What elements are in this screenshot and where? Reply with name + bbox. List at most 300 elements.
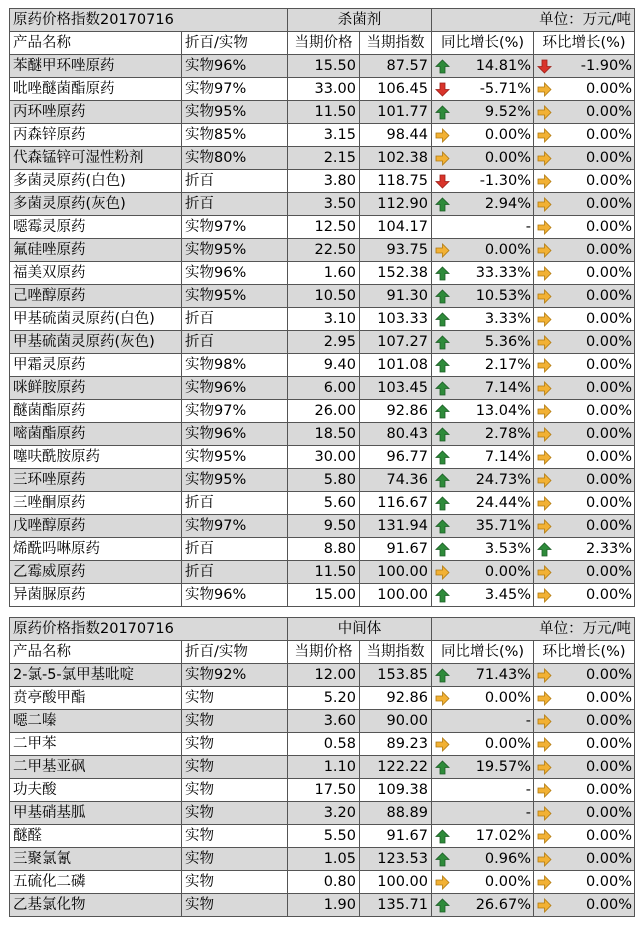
current-price: 11.50 xyxy=(288,561,360,584)
product-name: 甲基硫菌灵原药(灰色) xyxy=(10,331,182,354)
yoy-cell xyxy=(432,78,534,101)
current-price: 6.00 xyxy=(288,377,360,400)
mom-value: 0.00% xyxy=(585,357,633,373)
yoy-value: 0.00% xyxy=(484,736,531,752)
yoy-cell xyxy=(432,802,534,825)
current-index: 92.86 xyxy=(360,687,432,710)
right-arrow-icon xyxy=(537,312,552,327)
yoy-value: - xyxy=(525,782,531,798)
product-spec: 折百 xyxy=(182,308,288,331)
yoy-cell xyxy=(432,664,534,687)
up-arrow-icon xyxy=(435,427,450,442)
right-arrow-icon xyxy=(537,82,552,97)
product-name: 贲亭酸甲酯 xyxy=(10,687,182,710)
table-row xyxy=(10,331,635,354)
yoy-value: 2.17% xyxy=(484,357,531,373)
right-arrow-icon xyxy=(537,427,552,442)
table-row xyxy=(10,584,635,607)
product-name: 丙环唑原药 xyxy=(10,101,182,124)
mom-value: 0.00% xyxy=(585,472,633,488)
current-index: 91.67 xyxy=(360,825,432,848)
yoy-cell xyxy=(432,193,534,216)
right-arrow-icon xyxy=(537,404,552,419)
mom-value: 0.00% xyxy=(585,426,633,442)
current-index: 103.33 xyxy=(360,308,432,331)
section-title-row xyxy=(10,9,635,32)
right-arrow-icon xyxy=(537,783,552,798)
product-name: 五硫化二磷 xyxy=(10,871,182,894)
up-arrow-icon xyxy=(435,496,450,511)
yoy-value: 5.36% xyxy=(484,334,531,350)
product-spec: 实物97% xyxy=(182,515,288,538)
product-name: 戊唑醇原药 xyxy=(10,515,182,538)
yoy-value: 33.33% xyxy=(475,265,531,281)
product-name: 甲霜灵原药 xyxy=(10,354,182,377)
right-arrow-icon xyxy=(435,875,450,890)
yoy-value: 35.71% xyxy=(475,518,531,534)
product-name: 代森锰锌可湿性粉剂 xyxy=(10,147,182,170)
mom-value: 0.00% xyxy=(585,81,633,97)
mom-cell xyxy=(534,756,635,779)
yoy-cell xyxy=(432,55,534,78)
right-arrow-icon xyxy=(537,588,552,603)
current-index: 101.08 xyxy=(360,354,432,377)
table-row xyxy=(10,561,635,584)
table-row xyxy=(10,687,635,710)
product-spec: 实物 xyxy=(182,894,288,917)
current-index: 109.38 xyxy=(360,779,432,802)
column-header: 当期指数 xyxy=(360,641,432,664)
product-name: 己唑醇原药 xyxy=(10,285,182,308)
product-spec: 实物80% xyxy=(182,147,288,170)
current-index: 91.30 xyxy=(360,285,432,308)
yoy-value: 0.00% xyxy=(484,150,531,166)
down-arrow-icon xyxy=(435,82,450,97)
product-name: 甲基硝基胍 xyxy=(10,802,182,825)
table-row xyxy=(10,147,635,170)
mom-cell xyxy=(534,584,635,607)
yoy-cell xyxy=(432,124,534,147)
product-spec: 实物 xyxy=(182,756,288,779)
yoy-value: 10.53% xyxy=(475,288,531,304)
current-price: 3.10 xyxy=(288,308,360,331)
yoy-value: 24.44% xyxy=(475,495,531,511)
product-name: 咪鲜胺原药 xyxy=(10,377,182,400)
mom-cell xyxy=(534,193,635,216)
column-header: 当期价格 xyxy=(288,32,360,55)
mom-cell xyxy=(534,687,635,710)
column-header: 产品名称 xyxy=(10,641,182,664)
yoy-value: 0.00% xyxy=(484,242,531,258)
current-index: 104.17 xyxy=(360,216,432,239)
price-table xyxy=(9,617,635,917)
up-arrow-icon xyxy=(435,59,450,74)
current-price: 5.80 xyxy=(288,469,360,492)
current-price: 17.50 xyxy=(288,779,360,802)
right-arrow-icon xyxy=(537,174,552,189)
table-row xyxy=(10,308,635,331)
yoy-value: 13.04% xyxy=(475,403,531,419)
right-arrow-icon xyxy=(435,128,450,143)
yoy-value: 17.02% xyxy=(475,828,531,844)
product-spec: 实物95% xyxy=(182,469,288,492)
mom-cell xyxy=(534,848,635,871)
product-spec: 实物96% xyxy=(182,584,288,607)
mom-cell xyxy=(534,423,635,446)
yoy-cell xyxy=(432,687,534,710)
current-price: 5.20 xyxy=(288,687,360,710)
mom-value: -1.90% xyxy=(580,58,633,74)
product-spec: 实物95% xyxy=(182,285,288,308)
current-index: 80.43 xyxy=(360,423,432,446)
mom-value: 0.00% xyxy=(585,851,633,867)
table-row xyxy=(10,779,635,802)
mom-cell xyxy=(534,825,635,848)
right-arrow-icon xyxy=(537,358,552,373)
table-row xyxy=(10,894,635,917)
mom-cell xyxy=(534,469,635,492)
current-price: 3.20 xyxy=(288,802,360,825)
table-row xyxy=(10,538,635,561)
right-arrow-icon xyxy=(537,806,552,821)
table-row xyxy=(10,285,635,308)
right-arrow-icon xyxy=(537,128,552,143)
table-row xyxy=(10,848,635,871)
table-row xyxy=(10,825,635,848)
mom-value: 0.00% xyxy=(585,127,633,143)
mom-cell xyxy=(534,55,635,78)
yoy-value: 7.14% xyxy=(484,449,531,465)
current-index: 122.22 xyxy=(360,756,432,779)
product-name: 福美双原药 xyxy=(10,262,182,285)
yoy-cell xyxy=(432,331,534,354)
current-price: 1.10 xyxy=(288,756,360,779)
yoy-cell xyxy=(432,354,534,377)
right-arrow-icon xyxy=(435,691,450,706)
yoy-value: 19.57% xyxy=(475,759,531,775)
mom-value: 2.33% xyxy=(585,541,633,557)
yoy-value: 0.00% xyxy=(484,874,531,890)
mom-cell xyxy=(534,515,635,538)
mom-cell xyxy=(534,538,635,561)
product-name: 吡唑醚菌酯原药 xyxy=(10,78,182,101)
yoy-cell xyxy=(432,377,534,400)
right-arrow-icon xyxy=(537,714,552,729)
mom-cell xyxy=(534,779,635,802)
column-header: 同比增长(%) xyxy=(432,641,534,664)
right-arrow-icon xyxy=(537,105,552,120)
mom-cell xyxy=(534,101,635,124)
yoy-cell xyxy=(432,515,534,538)
current-index: 116.67 xyxy=(360,492,432,515)
current-index: 153.85 xyxy=(360,664,432,687)
yoy-cell xyxy=(432,239,534,262)
mom-cell xyxy=(534,216,635,239)
mom-cell xyxy=(534,262,635,285)
right-arrow-icon xyxy=(537,875,552,890)
table-row xyxy=(10,664,635,687)
mom-cell xyxy=(534,664,635,687)
product-spec: 实物98% xyxy=(182,354,288,377)
table-row xyxy=(10,170,635,193)
up-arrow-icon xyxy=(435,289,450,304)
product-spec: 实物97% xyxy=(182,400,288,423)
product-spec: 折百 xyxy=(182,538,288,561)
right-arrow-icon xyxy=(435,151,450,166)
yoy-value: 14.81% xyxy=(475,58,531,74)
yoy-cell xyxy=(432,216,534,239)
product-spec: 实物 xyxy=(182,687,288,710)
product-name: 烯酰吗啉原药 xyxy=(10,538,182,561)
right-arrow-icon xyxy=(537,220,552,235)
yoy-value: 71.43% xyxy=(475,667,531,683)
mom-value: 0.00% xyxy=(585,288,633,304)
table-row xyxy=(10,400,635,423)
current-index: 74.36 xyxy=(360,469,432,492)
table-row xyxy=(10,216,635,239)
yoy-cell xyxy=(432,400,534,423)
mom-value: 0.00% xyxy=(585,690,633,706)
current-price: 5.50 xyxy=(288,825,360,848)
table-row xyxy=(10,423,635,446)
product-name: 多菌灵原药(灰色) xyxy=(10,193,182,216)
column-header: 同比增长(%) xyxy=(432,32,534,55)
mom-value: 0.00% xyxy=(585,242,633,258)
yoy-cell xyxy=(432,871,534,894)
table-row xyxy=(10,756,635,779)
product-spec: 实物96% xyxy=(182,377,288,400)
current-price: 9.50 xyxy=(288,515,360,538)
yoy-value: - xyxy=(525,713,531,729)
product-name: 氟硅唑原药 xyxy=(10,239,182,262)
table-row xyxy=(10,354,635,377)
product-name: 多菌灵原药(白色) xyxy=(10,170,182,193)
column-header: 折百/实物 xyxy=(182,32,288,55)
yoy-value: 3.53% xyxy=(484,541,531,557)
product-name: 苯醚甲环唑原药 xyxy=(10,55,182,78)
current-price: 3.50 xyxy=(288,193,360,216)
current-price: 1.90 xyxy=(288,894,360,917)
mom-value: 0.00% xyxy=(585,403,633,419)
up-arrow-icon xyxy=(435,668,450,683)
current-index: 103.45 xyxy=(360,377,432,400)
column-header: 产品名称 xyxy=(10,32,182,55)
yoy-value: 26.67% xyxy=(475,897,531,913)
yoy-cell xyxy=(432,147,534,170)
table-row xyxy=(10,124,635,147)
yoy-cell xyxy=(432,492,534,515)
current-index: 106.45 xyxy=(360,78,432,101)
right-arrow-icon xyxy=(537,496,552,511)
section-unit: 单位：万元/吨 xyxy=(432,9,635,32)
table-row xyxy=(10,446,635,469)
yoy-value: 24.73% xyxy=(475,472,531,488)
mom-cell xyxy=(534,871,635,894)
product-spec: 实物85% xyxy=(182,124,288,147)
price-table xyxy=(9,8,635,607)
current-index: 88.89 xyxy=(360,802,432,825)
mom-value: 0.00% xyxy=(585,587,633,603)
yoy-cell xyxy=(432,423,534,446)
product-name: 三聚氯氰 xyxy=(10,848,182,871)
product-name: 功夫酸 xyxy=(10,779,182,802)
table-row xyxy=(10,239,635,262)
product-name: 噻呋酰胺原药 xyxy=(10,446,182,469)
up-arrow-icon xyxy=(435,266,450,281)
yoy-value: -1.30% xyxy=(479,173,531,189)
yoy-cell xyxy=(432,894,534,917)
product-spec: 实物 xyxy=(182,710,288,733)
current-index: 91.67 xyxy=(360,538,432,561)
current-index: 93.75 xyxy=(360,239,432,262)
mom-value: 0.00% xyxy=(585,311,633,327)
table-row xyxy=(10,262,635,285)
mom-cell xyxy=(534,354,635,377)
current-price: 11.50 xyxy=(288,101,360,124)
product-spec: 实物92% xyxy=(182,664,288,687)
right-arrow-icon xyxy=(537,335,552,350)
current-price: 2.15 xyxy=(288,147,360,170)
product-name: 噁二嗪 xyxy=(10,710,182,733)
current-index: 112.90 xyxy=(360,193,432,216)
yoy-cell xyxy=(432,308,534,331)
product-spec: 实物96% xyxy=(182,423,288,446)
table-row xyxy=(10,101,635,124)
mom-cell xyxy=(534,802,635,825)
current-index: 100.00 xyxy=(360,871,432,894)
yoy-value: 0.00% xyxy=(484,690,531,706)
mom-cell xyxy=(534,78,635,101)
mom-value: 0.00% xyxy=(585,104,633,120)
current-price: 12.50 xyxy=(288,216,360,239)
up-arrow-icon xyxy=(435,404,450,419)
product-spec: 实物95% xyxy=(182,446,288,469)
yoy-value: 2.78% xyxy=(484,426,531,442)
yoy-value: 7.14% xyxy=(484,380,531,396)
column-header: 环比增长(%) xyxy=(534,32,635,55)
yoy-value: -5.71% xyxy=(479,81,531,97)
current-index: 131.94 xyxy=(360,515,432,538)
mom-cell xyxy=(534,492,635,515)
right-arrow-icon xyxy=(537,243,552,258)
mom-value: 0.00% xyxy=(585,897,633,913)
yoy-cell xyxy=(432,561,534,584)
yoy-cell xyxy=(432,779,534,802)
product-name: 醚菌酯原药 xyxy=(10,400,182,423)
right-arrow-icon xyxy=(537,289,552,304)
mom-cell xyxy=(534,561,635,584)
mom-cell xyxy=(534,124,635,147)
yoy-value: 0.96% xyxy=(484,851,531,867)
current-price: 15.50 xyxy=(288,55,360,78)
current-index: 96.77 xyxy=(360,446,432,469)
right-arrow-icon xyxy=(537,760,552,775)
product-name: 2-氯-5-氯甲基吡啶 xyxy=(10,664,182,687)
current-price: 0.58 xyxy=(288,733,360,756)
right-arrow-icon xyxy=(537,898,552,913)
yoy-value: - xyxy=(525,805,531,821)
product-name: 二甲基亚砜 xyxy=(10,756,182,779)
right-arrow-icon xyxy=(537,151,552,166)
mom-cell xyxy=(534,285,635,308)
mom-value: 0.00% xyxy=(585,564,633,580)
yoy-cell xyxy=(432,584,534,607)
current-index: 87.57 xyxy=(360,55,432,78)
table-row xyxy=(10,871,635,894)
current-index: 135.71 xyxy=(360,894,432,917)
mom-value: 0.00% xyxy=(585,713,633,729)
header-row xyxy=(10,32,635,55)
mom-cell xyxy=(534,733,635,756)
table-row xyxy=(10,78,635,101)
mom-cell xyxy=(534,377,635,400)
current-price: 12.00 xyxy=(288,664,360,687)
product-spec: 实物 xyxy=(182,871,288,894)
up-arrow-icon xyxy=(435,312,450,327)
current-index: 118.75 xyxy=(360,170,432,193)
right-arrow-icon xyxy=(537,668,552,683)
current-price: 3.80 xyxy=(288,170,360,193)
up-arrow-icon xyxy=(435,829,450,844)
yoy-value: 9.52% xyxy=(484,104,531,120)
section-title-row xyxy=(10,618,635,641)
column-header: 环比增长(%) xyxy=(534,641,635,664)
product-name: 三唑酮原药 xyxy=(10,492,182,515)
up-arrow-icon xyxy=(435,760,450,775)
up-arrow-icon xyxy=(435,852,450,867)
mom-cell xyxy=(534,446,635,469)
up-arrow-icon xyxy=(435,381,450,396)
current-price: 9.40 xyxy=(288,354,360,377)
table-row xyxy=(10,515,635,538)
mom-cell xyxy=(534,147,635,170)
up-arrow-icon xyxy=(435,197,450,212)
yoy-cell xyxy=(432,446,534,469)
mom-value: 0.00% xyxy=(585,736,633,752)
yoy-value: 0.00% xyxy=(484,564,531,580)
yoy-cell xyxy=(432,285,534,308)
mom-value: 0.00% xyxy=(585,874,633,890)
up-arrow-icon xyxy=(435,588,450,603)
current-index: 101.77 xyxy=(360,101,432,124)
current-index: 90.00 xyxy=(360,710,432,733)
current-index: 102.38 xyxy=(360,147,432,170)
yoy-value: 3.45% xyxy=(484,587,531,603)
mom-value: 0.00% xyxy=(585,196,633,212)
down-arrow-icon xyxy=(435,174,450,189)
product-spec: 实物 xyxy=(182,802,288,825)
product-name: 醚醛 xyxy=(10,825,182,848)
product-name: 乙霉威原药 xyxy=(10,561,182,584)
right-arrow-icon xyxy=(435,737,450,752)
up-arrow-icon xyxy=(435,519,450,534)
yoy-value: 3.33% xyxy=(484,311,531,327)
right-arrow-icon xyxy=(537,473,552,488)
product-spec: 实物95% xyxy=(182,101,288,124)
product-spec: 实物96% xyxy=(182,55,288,78)
current-price: 33.00 xyxy=(288,78,360,101)
column-header: 折百/实物 xyxy=(182,641,288,664)
mom-value: 0.00% xyxy=(585,334,633,350)
product-name: 甲基硫菌灵原药(白色) xyxy=(10,308,182,331)
product-spec: 实物96% xyxy=(182,262,288,285)
product-spec: 折百 xyxy=(182,170,288,193)
mom-value: 0.00% xyxy=(585,173,633,189)
yoy-cell xyxy=(432,848,534,871)
section-spacer xyxy=(9,607,634,617)
current-index: 92.86 xyxy=(360,400,432,423)
mom-cell xyxy=(534,331,635,354)
